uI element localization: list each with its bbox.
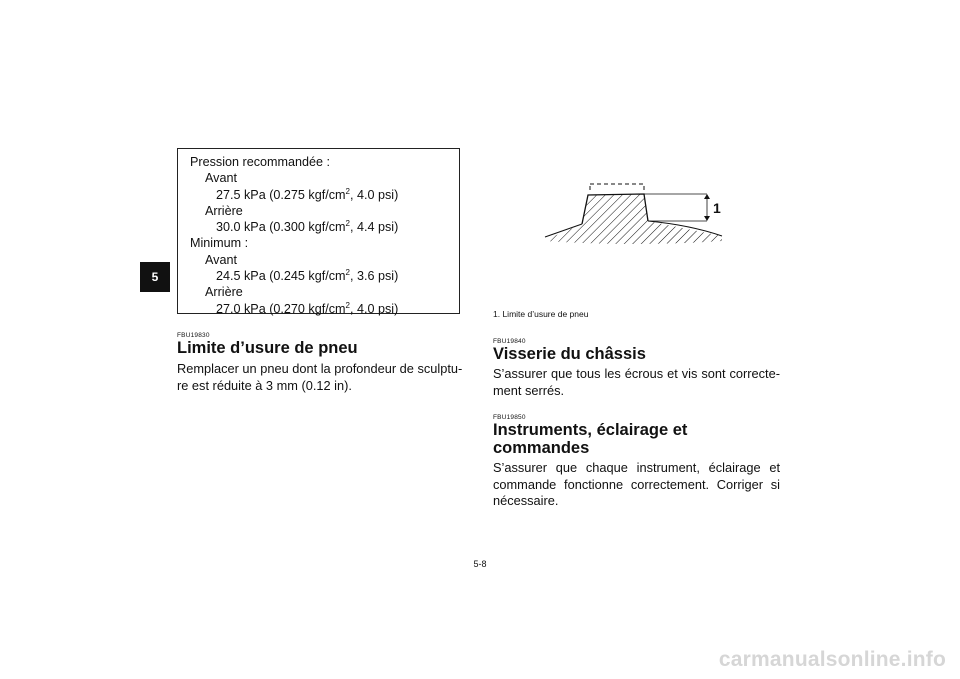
tread-wear-diagram [540,175,730,250]
section-code: FBU19850 [493,414,526,421]
section-code: FBU19830 [177,332,210,339]
minimum-label: Minimum : [190,236,249,251]
section-instruments [493,414,780,510]
tire-pressure-box [177,148,460,314]
diagram-caption: 1. Limite d’usure de pneu [493,309,589,319]
section-chassis [493,338,780,399]
section-body: S’assurer que chaque instrument, éclairage et commande fonctionne correctement. Corriger si nécessaire. [493,460,780,508]
section-wear-limit [177,332,464,394]
section-body: S’assurer que tous les écrous et vis sont correcte-ment serrés. [493,366,780,398]
section-title: Visserie du châssis [493,345,646,363]
front-label: Avant [205,171,237,186]
callout-1: 1 [713,200,721,216]
section-body: Remplacer un pneu dont la profondeur de sculptu-re est réduite à 3 mm (0.12 in). [177,361,463,393]
section-code: FBU19840 [493,338,526,345]
chapter-tab [140,262,170,292]
min-rear-value: 27.0 kPa (0.270 kgf/$cm^2$, 4.0 psi) [216,300,399,316]
rear-value: 30.0 kPa (0.300 kgf/$cm^2$, 4.4 psi) [216,219,399,235]
chapter-number: 5 [151,270,159,284]
section-title: Limite d’usure de pneu [177,339,358,357]
pressure-title: Pression recommandée : [190,155,330,169]
front-value: 27.5 kPa (0.275 kgf/$cm^2$, 4.0 psi) [216,186,399,202]
rear-label: Arrière [205,203,243,218]
min-front-value: 24.5 kPa (0.245 kgf/$cm^2$, 3.6 psi) [216,267,399,284]
min-rear-label: Arrière [205,285,243,300]
min-front-label: Avant [205,252,237,267]
watermark: carmanualsonline.info [718,648,946,671]
page-number: 5-8 [473,559,487,569]
section-title: Instruments, éclairage et commandes [493,421,688,457]
